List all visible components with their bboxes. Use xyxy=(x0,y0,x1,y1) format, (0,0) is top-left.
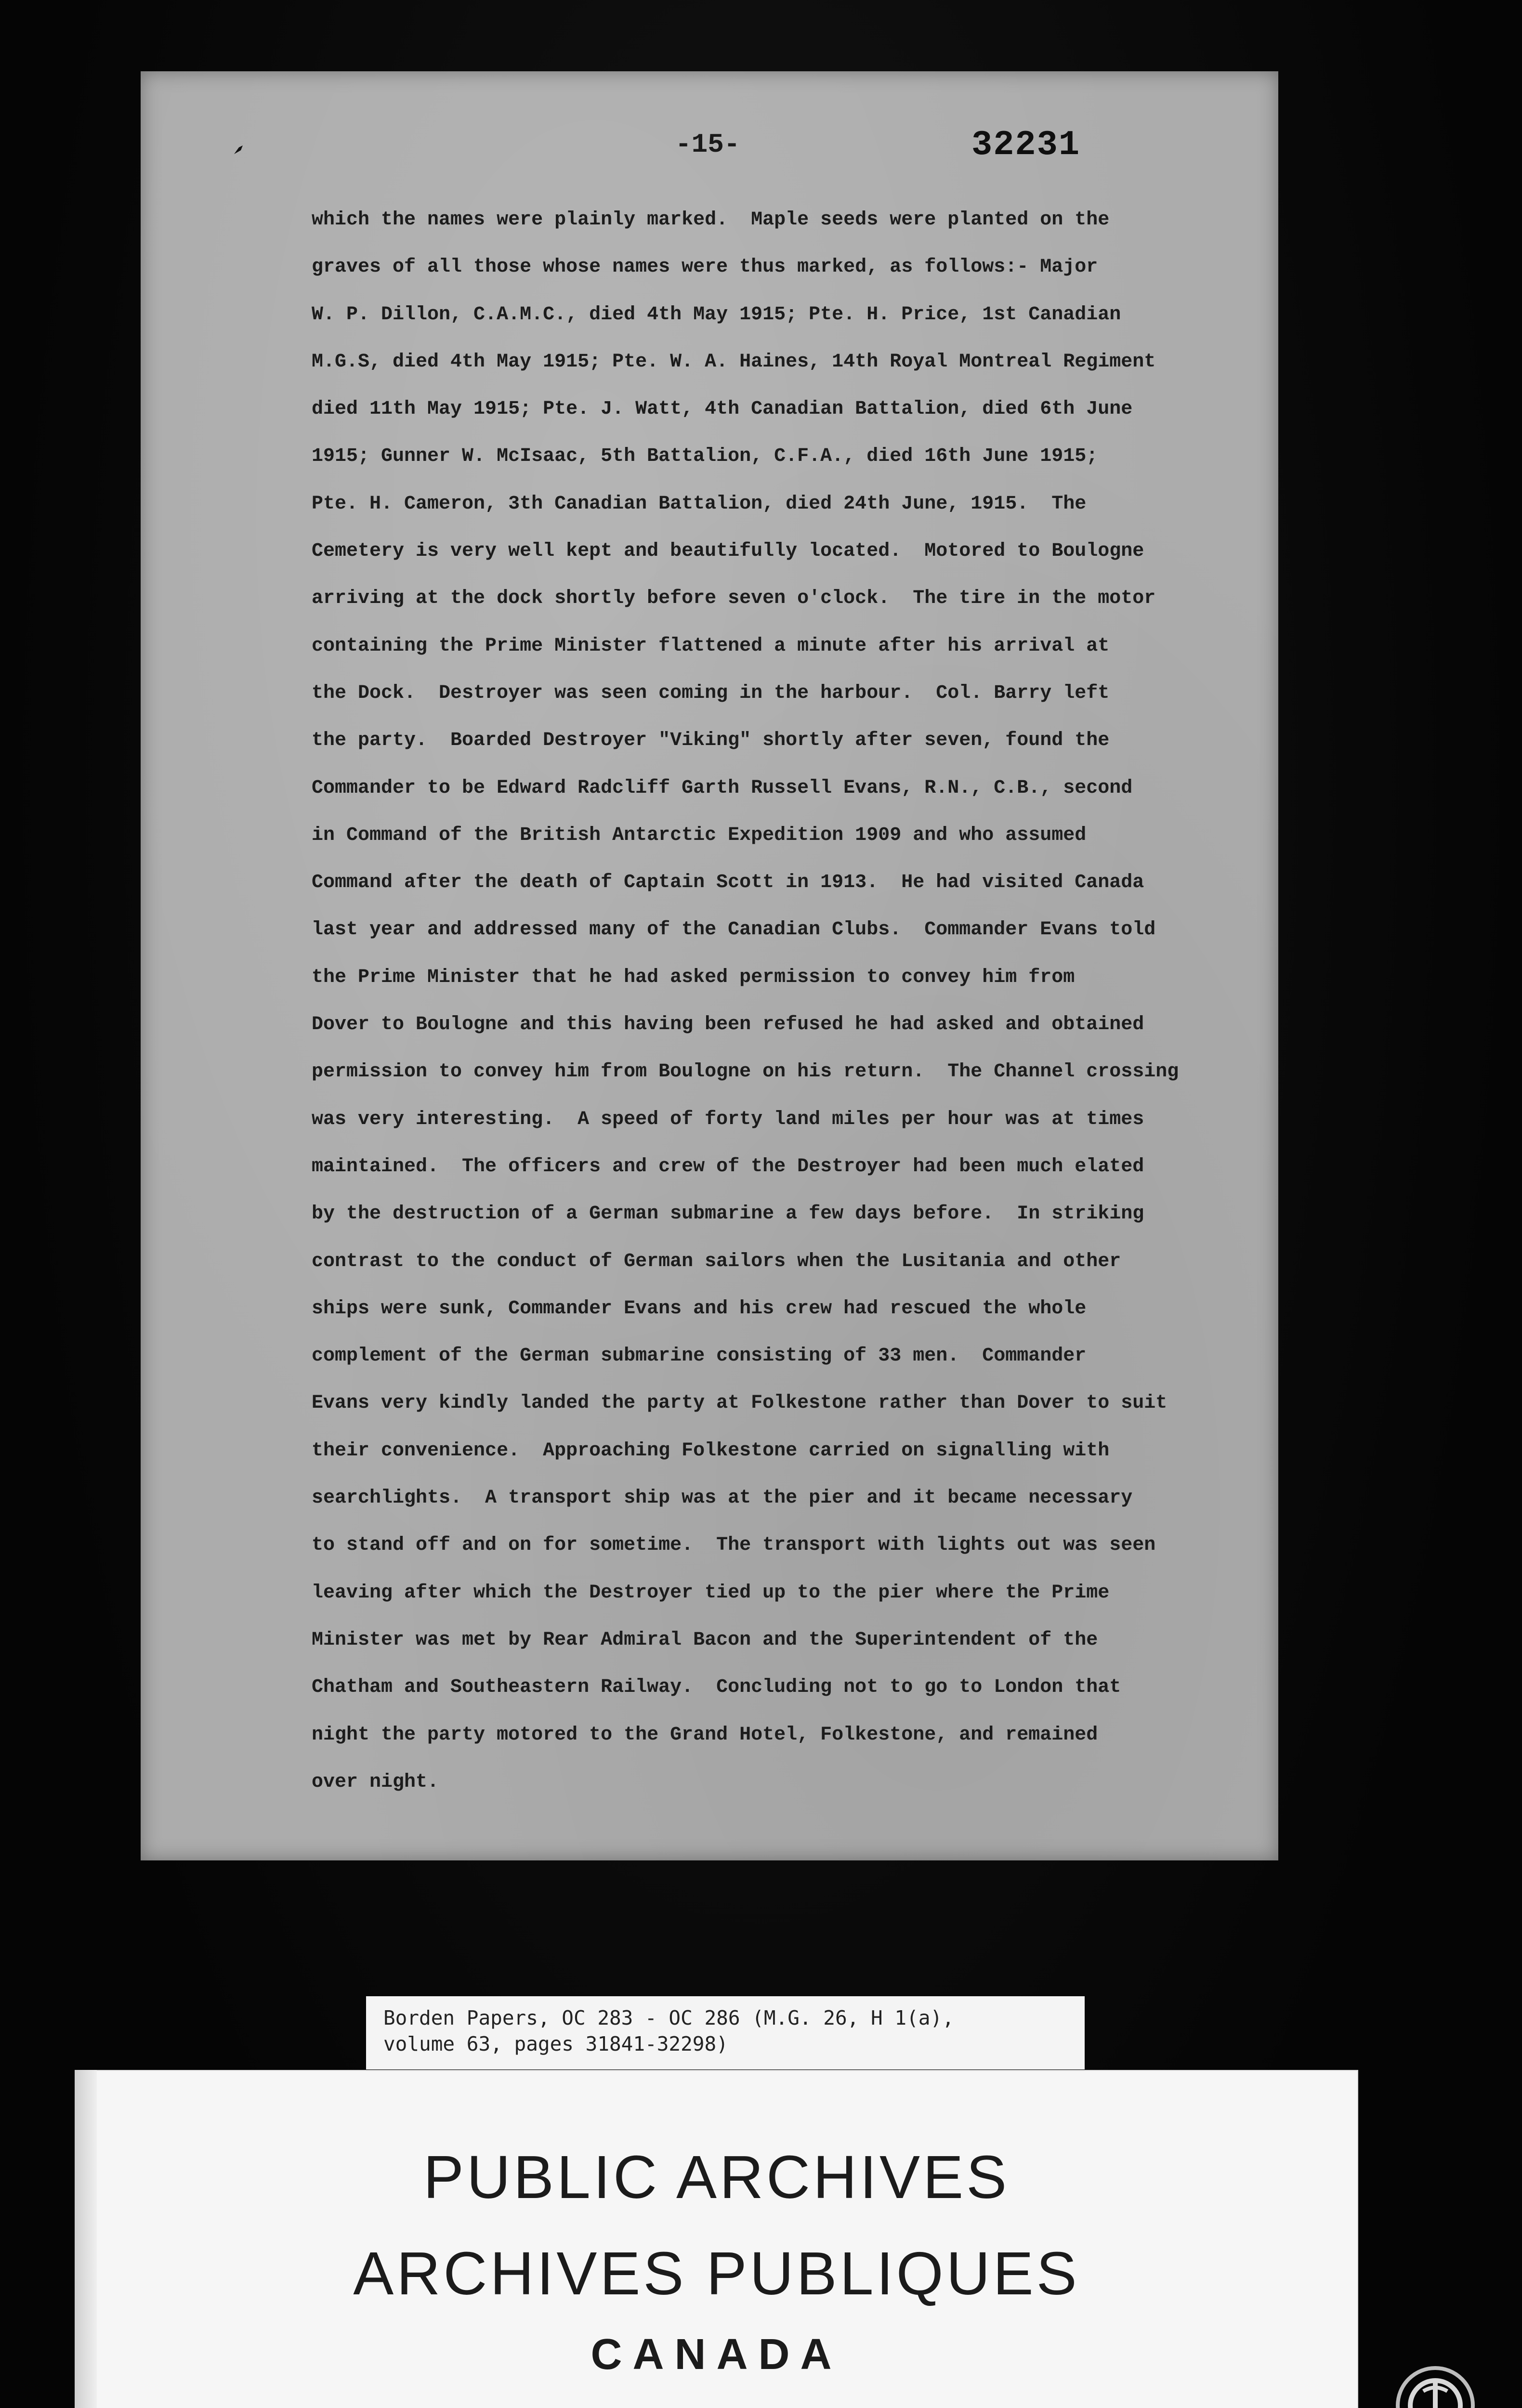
text-line: arriving at the dock shortly before seven o'clock. The tire in the motor xyxy=(312,588,1156,610)
text-line: over night. xyxy=(312,1771,439,1793)
typed-body-text xyxy=(312,196,1217,1834)
text-line: maintained. The officers and crew of the Destroyer had been much elated xyxy=(312,1155,1144,1178)
text-line: Command after the death of Captain Scott in 1913. He had visited Canada xyxy=(312,872,1144,894)
card-edge xyxy=(75,2070,97,2408)
reference-line: Borden Papers, OC 283 - OC 286 (M.G. 26, H 1(a), xyxy=(383,2006,954,2029)
text-line: night the party motored to the Grand Hotel, Folkestone, and remained xyxy=(312,1724,1098,1746)
text-line: ships were sunk, Commander Evans and his crew had rescued the whole xyxy=(312,1297,1087,1320)
text-line: permission to convey him from Boulogne on his return. The Channel crossing xyxy=(312,1061,1179,1083)
text-line: the Prime Minister that he had asked permission to convey him from xyxy=(312,966,1075,988)
text-line: which the names were plainly marked. Maple seeds were planted on the xyxy=(312,209,1110,231)
text-line: their convenience. Approaching Folkestone carried on signalling with xyxy=(312,1440,1110,1462)
archive-title-fr: ARCHIVES PUBLIQUES xyxy=(353,2239,1080,2307)
text-line: by the destruction of a German submarine a few days before. In striking xyxy=(312,1203,1144,1225)
archive-logo-icon xyxy=(1394,2365,1476,2408)
text-line: Evans very kindly landed the party at Folkestone rather than Dover to suit xyxy=(312,1392,1168,1414)
text-line: died 11th May 1915; Pte. J. Watt, 4th Canadian Battalion, died 6th June xyxy=(312,398,1133,420)
text-line: was very interesting. A speed of forty land miles per hour was at times xyxy=(312,1108,1144,1130)
text-line: contrast to the conduct of German sailors when the Lusitania and other xyxy=(312,1250,1121,1272)
text-line: Commander to be Edward Radcliff Garth Russell Evans, R.N., C.B., second xyxy=(312,777,1133,799)
text-line: leaving after which the Destroyer tied up to the pier where the Prime xyxy=(312,1582,1110,1604)
text-line: the Dock. Destroyer was seen coming in the harbour. Col. Barry left xyxy=(312,682,1110,704)
reference-label xyxy=(366,1996,1085,2069)
text-line: the party. Boarded Destroyer "Viking" shortly after seven, found the xyxy=(312,730,1110,752)
document-number: 32231 xyxy=(971,125,1081,165)
text-line: Minister was met by Rear Admiral Bacon and the Superintendent of the xyxy=(312,1629,1098,1651)
page-number: -15- xyxy=(675,129,740,160)
text-line: to stand off and on for sometime. The transport with lights out was seen xyxy=(312,1534,1156,1557)
text-line: W. P. Dillon, C.A.M.C., died 4th May 1915; Pte. H. Price, 1st Canadian xyxy=(312,303,1121,326)
archive-card xyxy=(75,2070,1358,2408)
archive-country: CANADA xyxy=(590,2330,842,2379)
text-line: Cemetery is very well kept and beautifully located. Motored to Boulogne xyxy=(312,540,1144,563)
text-line: searchlights. A transport ship was at the pier and it became necessary xyxy=(312,1487,1133,1509)
ink-mark-icon xyxy=(232,144,246,157)
text-line: containing the Prime Minister flattened a minute after his arrival at xyxy=(312,635,1110,657)
text-line: complement of the German submarine consisting of 33 men. Commander xyxy=(312,1345,1087,1367)
archive-title-en: PUBLIC ARCHIVES xyxy=(423,2143,1010,2211)
reference-line: volume 63, pages 31841-32298) xyxy=(383,2032,728,2055)
text-line: Dover to Boulogne and this having been refused he had asked and obtained xyxy=(312,1014,1144,1036)
text-line: Chatham and Southeastern Railway. Concluding not to go to London that xyxy=(312,1676,1121,1699)
text-line: Pte. H. Cameron, 3th Canadian Battalion, died 24th June, 1915. The xyxy=(312,493,1087,515)
text-line: in Command of the British Antarctic Expedition 1909 and who assumed xyxy=(312,824,1087,846)
text-line: last year and addressed many of the Canadian Clubs. Commander Evans told xyxy=(312,919,1156,941)
text-line: 1915; Gunner W. McIsaac, 5th Battalion, C.F.A., died 16th June 1915; xyxy=(312,445,1098,468)
document-page xyxy=(141,71,1278,1860)
text-line: M.G.S, died 4th May 1915; Pte. W. A. Haines, 14th Royal Montreal Regiment xyxy=(312,351,1156,373)
text-line: graves of all those whose names were thus marked, as follows:- Major xyxy=(312,256,1098,278)
